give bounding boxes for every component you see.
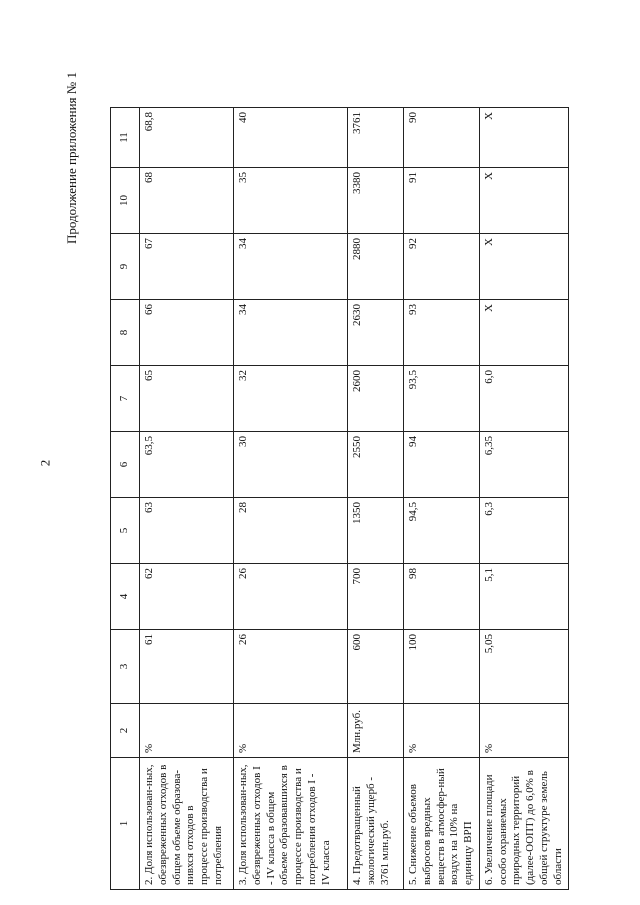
value-cell: 34 — [234, 234, 348, 300]
value-cell: 28 — [234, 498, 348, 564]
value-cell: 100 — [404, 630, 480, 704]
value-cell: 65 — [140, 366, 234, 432]
value-cell: 91 — [404, 168, 480, 234]
value-cell: Х — [479, 300, 569, 366]
value-cell: 30 — [234, 432, 348, 498]
value-cell: 26 — [234, 564, 348, 630]
value-cell: 5,05 — [479, 630, 569, 704]
value-cell: 26 — [234, 630, 348, 704]
header-cell: 3 — [111, 630, 140, 704]
table-row — [404, 108, 480, 890]
page-number: 2 — [37, 459, 53, 467]
value-cell: 94 — [404, 432, 480, 498]
value-cell: 2550 — [348, 432, 404, 498]
indicator-name: 4. Предотвращенный экологический ущерб - 3761 млн.руб. — [348, 758, 404, 890]
value-cell: 700 — [348, 564, 404, 630]
header-cell: 8 — [111, 300, 140, 366]
value-cell: 5,1 — [479, 564, 569, 630]
value-cell: 93 — [404, 300, 480, 366]
indicator-name: 5. Снижение объемов выбросов вредных веществ в атмосфер-ный воздух на 10% на единицу ВРП — [404, 758, 480, 890]
header-cell: 4 — [111, 564, 140, 630]
unit-cell: % — [479, 704, 569, 758]
unit-cell: Млн.руб. — [348, 704, 404, 758]
value-cell: 94,5 — [404, 498, 480, 564]
value-cell: 3761 — [348, 108, 404, 168]
value-cell: 62 — [140, 564, 234, 630]
value-cell: 40 — [234, 108, 348, 168]
value-cell: Х — [479, 234, 569, 300]
unit-cell: % — [140, 704, 234, 758]
value-cell: 92 — [404, 234, 480, 300]
header-row — [111, 108, 140, 890]
value-cell: 63,5 — [140, 432, 234, 498]
indicator-name: 2. Доля использован-ных, обезвреженных отходов в общем объеме образова-нивхся отходов в процессе производства и потребления — [140, 758, 234, 890]
value-cell: 66 — [140, 300, 234, 366]
value-cell: 1350 — [348, 498, 404, 564]
indicator-name: 3. Доля использован-ных, обезвреженных отходов I - IV класса в общем объеме образовавшихся в процессе производства и потребления отходов I - IV класса — [234, 758, 348, 890]
value-cell: 67 — [140, 234, 234, 300]
value-cell: 6,35 — [479, 432, 569, 498]
unit-cell: % — [404, 704, 480, 758]
value-cell: Х — [479, 108, 569, 168]
table-row — [234, 108, 348, 890]
value-cell: 2880 — [348, 234, 404, 300]
header-cell: 5 — [111, 498, 140, 564]
value-cell: 90 — [404, 108, 480, 168]
value-cell: 2600 — [348, 366, 404, 432]
value-cell: Х — [479, 168, 569, 234]
appendix-title: Продолжение приложения № 1 — [64, 72, 79, 244]
header-cell: 7 — [111, 366, 140, 432]
value-cell: 63 — [140, 498, 234, 564]
value-cell: 61 — [140, 630, 234, 704]
indicators-table — [110, 107, 569, 890]
value-cell: 600 — [348, 630, 404, 704]
header-cell: 10 — [111, 168, 140, 234]
value-cell: 6,3 — [479, 498, 569, 564]
value-cell: 34 — [234, 300, 348, 366]
value-cell: 68 — [140, 168, 234, 234]
value-cell: 93,5 — [404, 366, 480, 432]
header-cell: 9 — [111, 234, 140, 300]
value-cell: 2630 — [348, 300, 404, 366]
table-row — [479, 108, 569, 890]
indicator-name: 6. Увеличение площади особо охраняемых природных территорий (далее-ООПТ) до 6,0% в общей структуре земель области — [479, 758, 569, 890]
value-cell: 98 — [404, 564, 480, 630]
unit-cell: % — [234, 704, 348, 758]
value-cell: 68,8 — [140, 108, 234, 168]
header-cell: 11 — [111, 108, 140, 168]
value-cell: 6,0 — [479, 366, 569, 432]
header-cell: 2 — [111, 704, 140, 758]
table-row — [348, 108, 404, 890]
value-cell: 3380 — [348, 168, 404, 234]
value-cell: 35 — [234, 168, 348, 234]
rotated-table-container — [110, 108, 564, 890]
header-cell: 1 — [111, 758, 140, 890]
table-row — [140, 108, 234, 890]
header-cell: 6 — [111, 432, 140, 498]
value-cell: 32 — [234, 366, 348, 432]
